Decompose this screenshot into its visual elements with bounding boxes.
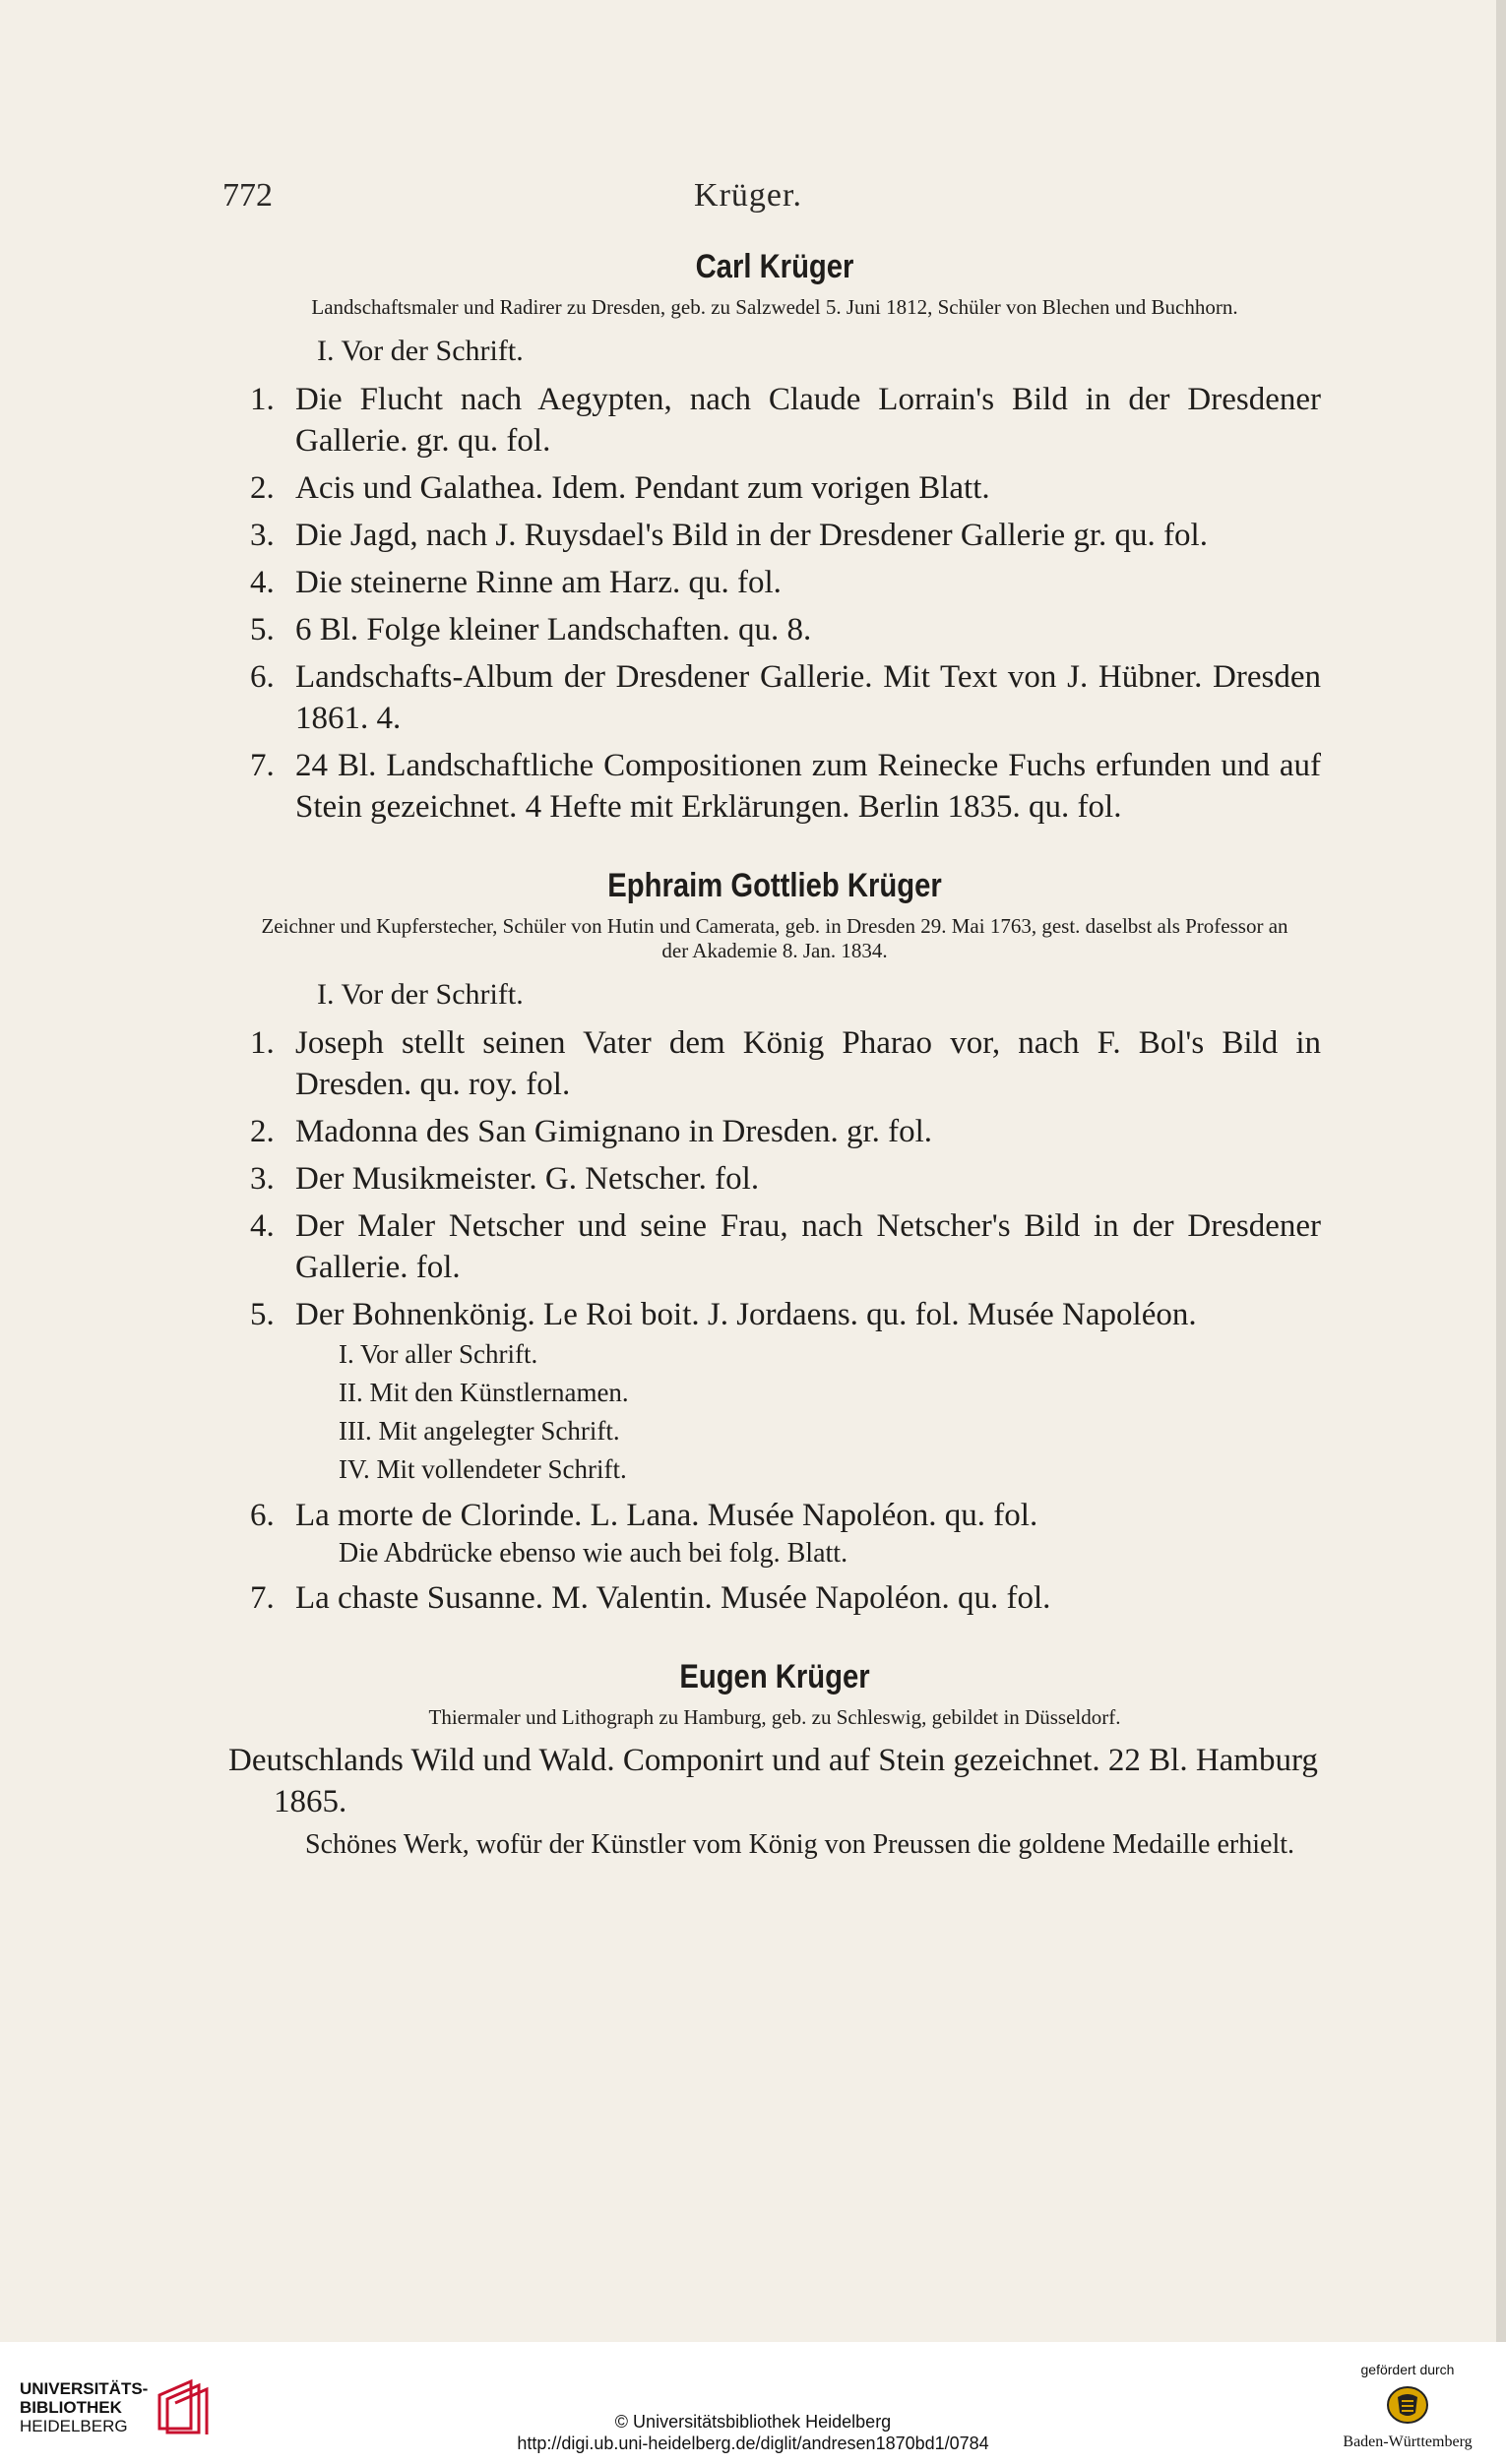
- list-item: [228, 656, 1321, 739]
- entry-number: 6.: [250, 1498, 275, 1533]
- entry-number: 7.: [250, 748, 275, 783]
- entry-text: 6 Bl. Folge kleiner Landschaften. qu. 8.: [295, 612, 812, 647]
- library-line-1: UNIVERSITÄTS-: [20, 2378, 149, 2398]
- state-seal-icon: [1384, 2383, 1431, 2427]
- section-carl-krueger: [228, 244, 1321, 828]
- entry-number: 3.: [250, 1161, 275, 1197]
- section-title: Eugen Krüger: [679, 1658, 870, 1695]
- list-item: Deutschlands Wild und Wald. Componirt und auf Stein gezeichnet. 22 Bl. Hamburg 1865.: [228, 1743, 1318, 1819]
- bio-text: Landschaftsmaler und Radirer zu Dresden, geb. zu Salzwedel 5. Juni 1812, Schüler von Blechen und Buchhorn.: [311, 295, 1238, 319]
- running-title: Krüger.: [694, 177, 802, 214]
- entry-text: Madonna des San Gimignano in Dresden. gr. fol.: [295, 1114, 933, 1149]
- print-state: IV. Mit vollendeter Schrift.: [339, 1454, 627, 1484]
- entry-number: 3.: [250, 518, 275, 553]
- entry-note: Die Abdrücke ebenso wie auch bei folg. Blatt.: [339, 1538, 848, 1569]
- entry-number: 6.: [250, 659, 275, 695]
- print-state: II. Mit den Künstlernamen.: [339, 1378, 629, 1407]
- list-item: [228, 562, 1321, 603]
- entry-number: 5.: [250, 612, 275, 647]
- entry-text: Der Maler Netscher und seine Frau, nach Netscher's Bild in der Dresdener Gallerie. fol.: [295, 1208, 1321, 1285]
- entry-number: 2.: [250, 470, 275, 506]
- section-eugen-krueger: [228, 1654, 1321, 1862]
- entry-number: 1.: [250, 382, 275, 417]
- entry-number: 4.: [250, 1208, 275, 1244]
- bio-text: Thiermaler und Lithograph zu Hamburg, geb. zu Schleswig, gebildet in Düsseldorf.: [428, 1705, 1121, 1729]
- print-state: I. Vor aller Schrift.: [339, 1339, 538, 1369]
- section-title: Carl Krüger: [695, 248, 854, 285]
- library-line-3: HEIDELBERG: [20, 2416, 128, 2435]
- sponsor-name: Baden-Württemberg: [1343, 2433, 1473, 2450]
- copyright-text: © Universitätsbibliothek Heidelberg: [614, 2412, 892, 2432]
- entry-text: 24 Bl. Landschaftliche Compositionen zum Reinecke Fuchs erfunden und auf Stein gezeichnet. 4 Hefte mit Erklärungen. Berlin 1835. qu. fol.: [295, 748, 1321, 825]
- list-item: [228, 745, 1321, 828]
- list-item: [228, 467, 1321, 509]
- section-title: Ephraim Gottlieb Krüger: [607, 867, 942, 904]
- list-item: [228, 1294, 1321, 1335]
- sponsor-label: gefördert durch: [1360, 2362, 1455, 2377]
- section-ephraim-gottlieb-krueger: [228, 863, 1321, 1619]
- entry-number: 1.: [250, 1025, 275, 1061]
- list-item: [228, 1495, 1321, 1536]
- entry-text: Die steinerne Rinne am Harz. qu. fol.: [295, 565, 782, 600]
- entry-text: Der Bohnenkönig. Le Roi boit. J. Jordaens. qu. fol. Musée Napoléon.: [295, 1297, 1197, 1332]
- bio-text: Zeichner und Kupferstecher, Schüler von Hutin und Camerata, geb. in Dresden 29. Mai 1763, gest. daselbst als Professor an der Akademie 8. Jan. 1834.: [261, 914, 1288, 962]
- list-item: [228, 1577, 1321, 1619]
- entry-text: La morte de Clorinde. L. Lana. Musée Napoléon. qu. fol.: [295, 1498, 1038, 1533]
- list-item: [228, 1022, 1321, 1105]
- entry-text: Acis und Galathea. Idem. Pendant zum vorigen Blatt.: [295, 470, 990, 506]
- entry-text: Die Flucht nach Aegypten, nach Claude Lorrain's Bild in der Dresdener Gallerie. gr. qu. fol.: [295, 382, 1321, 459]
- entry-number: 7.: [250, 1580, 275, 1616]
- entry-number: 4.: [250, 565, 275, 600]
- list-item: [228, 1205, 1321, 1288]
- entry-text: Der Musikmeister. G. Netscher. fol.: [295, 1161, 760, 1197]
- list-item: [228, 1158, 1321, 1200]
- source-url[interactable]: http://digi.ub.uni-heidelberg.de/diglit/andresen1870bd1/0784: [517, 2433, 989, 2453]
- library-line-2: BIBLIOTHEK: [20, 2397, 122, 2417]
- copyright-block: [0, 2411, 1506, 2454]
- page-number: 772: [222, 177, 273, 214]
- entry-text: Landschafts-Album der Dresdener Gallerie. Mit Text von J. Hübner. Dresden 1861. 4.: [295, 659, 1321, 736]
- state-label: I. Vor der Schrift.: [317, 335, 524, 367]
- state-label: I. Vor der Schrift.: [317, 978, 524, 1011]
- list-item: [228, 515, 1321, 556]
- entry-number: 5.: [250, 1297, 275, 1332]
- page-content: [228, 244, 1321, 1862]
- footer: [0, 2342, 1506, 2464]
- entry-text: Die Jagd, nach J. Ruysdael's Bild in der Dresdener Gallerie gr. qu. fol.: [295, 518, 1208, 553]
- entry-text: Joseph stellt seinen Vater dem König Pharao vor, nach F. Bol's Bild in Dresden. qu. roy. fol.: [295, 1025, 1321, 1102]
- list-item: [228, 379, 1321, 462]
- entry-note: Schönes Werk, wofür der Künstler vom König von Preussen die goldene Medaille erhielt.: [305, 1829, 1295, 1860]
- list-item: [228, 1111, 1321, 1152]
- print-state: III. Mit angelegter Schrift.: [339, 1416, 620, 1446]
- sponsor-block: [1319, 2362, 1496, 2451]
- entry-number: 2.: [250, 1114, 275, 1149]
- list-item: [228, 609, 1321, 650]
- entry-text: La chaste Susanne. M. Valentin. Musée Napoléon. qu. fol.: [295, 1580, 1051, 1616]
